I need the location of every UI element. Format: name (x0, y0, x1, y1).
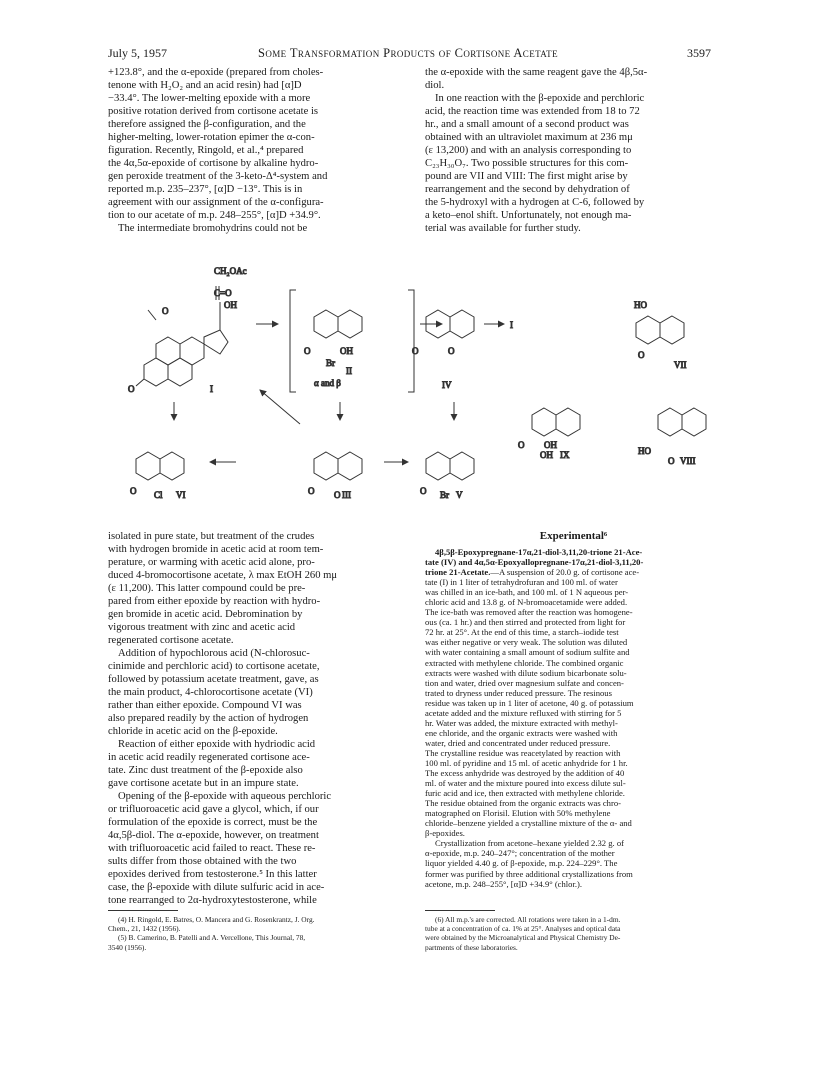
label-ch2oac: CH₂OAc (214, 266, 247, 276)
text-line: agreement with our assignment of the α-configura- (108, 197, 324, 208)
text-line: water, dried and concentrated under reduced pressure. (425, 737, 611, 748)
text-line: ous (ca. 1 hr.) and then stirred and protected from light for (425, 617, 626, 628)
text-line: the 5-hydroxyl with a hydrogen at C-6, followed by (425, 197, 645, 208)
text-line: acetone, m.p. 248–255°, [α]D +34.9° (chlor.). (425, 878, 583, 889)
label-compound-V: V (456, 490, 463, 500)
compound-V-structure (426, 452, 474, 480)
footnote-line: (4) H. Ringold, E. Batres, O. Mancera and G. Rosenkrantz, J. Org. (118, 915, 315, 924)
text-line: α-epoxide, m.p. 240–247°; concentration of the mother (425, 848, 615, 859)
label-compound-VII: VII (674, 360, 687, 370)
label-o: O (448, 346, 455, 356)
text-line: epoxides derived from testosterone.⁵ In this latter (108, 869, 317, 880)
label-o: O (668, 456, 675, 466)
text-line: isolated in pure state, but treatment of the crudes (108, 531, 315, 542)
text-line: −33.4°. The lower-melting epoxide with a more (108, 93, 311, 104)
text-line: the main product, 4-chlorocortisone acetate (VI) (108, 687, 313, 698)
footnote-line: partments of these laboratories. (425, 942, 518, 952)
text-line: 72 hr. at 25°. At the end of this time, a starch–iodide test (425, 627, 619, 638)
footnote-line: (6) All m.p.'s are corrected. All rotations were taken in a 1-dm. (435, 915, 621, 924)
reaction-scheme (108, 262, 728, 524)
label-br: Br (326, 358, 335, 368)
left-bottom-text (108, 530, 408, 907)
footnote-rule (425, 910, 495, 911)
text-line: The intermediate bromohydrins could not be (118, 223, 308, 234)
text-line: β-epoxides. (425, 828, 465, 839)
text-line: extracted with methylene chloride. The combined organic (425, 657, 624, 668)
label-br: Br (440, 490, 449, 500)
compound-IX-structure (532, 408, 580, 436)
text-line: pound are VII and VIII: The first might arise by (425, 171, 628, 182)
label-o: O (518, 440, 525, 450)
label-o: O (128, 384, 135, 394)
text-line: +123.8°, and the α-epoxide (prepared from choles- (108, 67, 324, 78)
running-title: Some Transformation Products of Cortisone Acetate (258, 46, 558, 60)
text-line: (ε 11,200). This latter compound could be pre- (108, 583, 306, 594)
text-line: The excess anhydride was destroyed by the addition of 40 (425, 768, 625, 779)
compound-VIII-structure (658, 408, 706, 436)
text-line: tone rearranged to 2α-hydroxytestosterone, while (108, 895, 317, 906)
text-line: tate. Zinc dust treatment of the β-epoxide also (108, 765, 303, 776)
text-line: sults differ from those obtained with the two (108, 856, 297, 867)
text-line: vigorous treatment with zinc and acetic acid (108, 622, 296, 633)
text-line: extracts were washed with dilute sodium bicarbonate solu- (425, 667, 627, 678)
text-line: higher-melting, lower-rotation epimer the α-con- (108, 132, 315, 143)
footnote-line: (5) B. Camerino, B. Patelli and A. Vercellone, This Journal, 78, (118, 933, 306, 943)
label-oh: OH (544, 440, 557, 450)
label-compound-II: II (346, 366, 352, 376)
label-ho: HO (638, 446, 651, 456)
text-line: the α-epoxide with the same reagent gave the 4β,5α- (425, 67, 648, 78)
text-line: also prepared readily by the action of hydrogen (108, 713, 309, 724)
text-line: followed by potassium acetate treatment, gave, as (108, 674, 319, 685)
text-line: the 4α,5α-epoxide of cortisone by alkaline hydro- (108, 158, 319, 169)
label-o: O (308, 486, 315, 496)
text-line: residue was taken up in 1 liter of acetone, 40 g. of potassium (425, 697, 634, 708)
text-line: liquor yielded 4.40 g. of β-epoxide, m.p. 224–229°. The (425, 858, 618, 869)
header-date: July 5, 1957 (108, 46, 168, 60)
text-line: The ice-bath was removed after the reaction was homogene- (425, 607, 633, 618)
text-line: perature, or warming with acetic acid alone, pro- (108, 557, 315, 568)
text-line: case, the β-epoxide with dilute sulfuric acid in ace- (108, 882, 325, 893)
label-cl: Cl (154, 490, 163, 500)
compound-II-structure (314, 310, 362, 338)
text-line: rearrangement and the second by dehydration of (425, 184, 630, 195)
right-top-text (425, 66, 722, 235)
text-line: tion and water, dried over magnesium sulfate and concen- (425, 677, 624, 688)
text-line: former was purified by three additional crystallizations from (425, 868, 633, 879)
bracket-right (408, 290, 414, 392)
compound-VI-structure (136, 452, 184, 480)
footnote-rule (108, 910, 178, 911)
label-o: O (638, 350, 645, 360)
text-line: was either negative or very weak. The solution was diluted (425, 637, 628, 648)
text-line: rather than either epoxide. Compound VI was (108, 700, 302, 711)
text-line: —A suspension of 20.0 g. of cortisone ace- (490, 567, 640, 578)
experimental-title: trione 21-Acetate. (425, 567, 491, 578)
label-o: O (334, 490, 341, 500)
text-line: In one reaction with the β-epoxide and perchloric (435, 93, 645, 104)
text-line: Crystallization from acetone–hexane yielded 2.32 g. of (435, 838, 624, 849)
label-o: O (420, 486, 427, 496)
label-o: O (412, 346, 419, 356)
text-line: obtained with an ultraviolet maximum at 236 mμ (425, 132, 633, 143)
text-line: or trifluoroacetic acid gave a glycol, which, if our (108, 804, 319, 815)
text-line: trated to dryness under reduced pressure. The resinous (425, 687, 612, 698)
footnote-line: 3540 (1956). (108, 942, 147, 952)
text-line: figuration. Recently, Ringold, et al.,⁴ prepared (108, 145, 304, 156)
label-o: O (162, 306, 169, 316)
label-compound-I: I (210, 384, 213, 394)
text-line: Addition of hypochlorous acid (N-chlorosuc- (118, 648, 310, 659)
label-alpha-beta: α and β (314, 378, 341, 388)
label-o: O (304, 346, 311, 356)
label-compound-IX: IX (560, 450, 570, 460)
text-line: reported m.p. 235–237°, [α]D −13°. This is in (108, 184, 303, 195)
text-line: The residue obtained from the organic extracts was chro- (425, 798, 621, 809)
text-line: 100 ml. of pyridine and 15 ml. of acetic anhydride for 1 hr. (425, 757, 628, 768)
compound-III-structure (314, 452, 362, 480)
page-number: 3597 (687, 46, 711, 60)
experimental-title: tate (IV) and 4α,5α-Epoxyallopregnane-17α,21-diol-3,11,20- (425, 557, 644, 568)
text-line: 4α,5β-diol. The α-epoxide, however, on treatment (108, 830, 319, 841)
text-line: acid, the reaction time was extended from 18 to 72 (425, 106, 640, 117)
label-o: O (130, 486, 137, 496)
label-oh: OH (224, 300, 237, 310)
text-line: positive rotation derived from cortisone acetate is (108, 106, 319, 117)
label-oh: OH (340, 346, 353, 356)
text-line: matographed on Florisil. Elution with 50% methylene (425, 808, 611, 819)
arrow (260, 390, 300, 424)
text-line: (ε 13,200) and with an analysis corresponding to (425, 145, 632, 156)
label-compound-VIII: VIII (680, 456, 696, 466)
section-heading: Experimental⁶ (539, 530, 608, 542)
text-line: with hydrogen bromide in acetic acid at room tem- (108, 544, 324, 555)
label-ho: HO (634, 300, 647, 310)
text-line: formulation of the epoxide is correct, must be the (108, 817, 318, 828)
text-line: acetate added and the mixture refluxed with stirring for 5 (425, 707, 622, 718)
text-line: furic acid and ice, then extracted with methylene chloride. (425, 788, 625, 799)
text-line: gave cortisone acetate but in an impure state. (108, 778, 299, 789)
text-line: gen peroxide treatment of the 3-keto-Δ⁴-system and (108, 171, 328, 182)
text-line: tate (I) in 1 liter of tetrahydrofuran and 100 ml. of water (425, 577, 618, 588)
text-line: chloride in acetic acid on the β-epoxide. (108, 726, 278, 737)
text-line: cinimide and perchloric acid) to cortisone acetate, (108, 661, 320, 672)
text-line: chloride–benzene yielded a crystalline mixture of the α- and (425, 818, 632, 829)
footnote-line: Chem., 21, 1432 (1956). (108, 924, 181, 934)
text-line: ene chloride, and the organic extracts were washed with (425, 727, 618, 738)
left-top-text (108, 66, 408, 235)
compound-I-structure (136, 286, 228, 386)
label-co: C=O (214, 288, 232, 298)
bracket-left (290, 290, 296, 392)
text-line: in acetic acid readily regenerated cortisone ace- (108, 752, 310, 763)
label-compound-VI: VI (176, 490, 186, 500)
footnotes-left (108, 915, 408, 952)
text-line: pared from either epoxide by reaction with hydro- (108, 596, 321, 607)
label-oh: OH (540, 450, 553, 460)
experimental-title-line (425, 567, 722, 577)
label-compound-I: I (510, 320, 513, 330)
text-line: diol. (425, 80, 445, 91)
footnotes-right (425, 915, 722, 952)
text-line: Opening of the β-epoxide with aqueous perchloric (118, 791, 332, 802)
footnote-line: tube at a concentration of ca. 1% at 25°. Analyses and optical data (425, 924, 621, 934)
text-line: regenerated cortisone acetate. (108, 635, 234, 646)
label-compound-III: III (342, 490, 351, 500)
text-line: C₂₃H₃₀O₇. Two possible structures for this com- (425, 158, 629, 169)
text-line: tenone with H₂O₂ and an acid resin) had [α]D (108, 80, 302, 91)
text-line: tion to our acetate of m.p. 248–255°, [α]D +34.9°. (108, 210, 321, 221)
text-line: The crystalline residue was reacetylated by reaction with (425, 747, 621, 758)
footnote-line: were obtained by the Microanalytical and Physical Chemistry De- (425, 933, 621, 943)
experimental-section (425, 530, 722, 889)
compound-VII-structure (636, 316, 684, 344)
text-line: was chilled in an ice-bath, and 100 ml. of 1 N aqueous per- (425, 587, 629, 598)
text-line: hr. Water was added, the mixture extracted with methyl- (425, 717, 618, 728)
experimental-title: 4β,5β-Epoxypregnane-17α,21-diol-3,11,20-trione 21-Ace- (435, 547, 643, 557)
text-line: with water containing a small amount of sodium sulfite and (425, 647, 630, 658)
text-line: terial was available for further study. (425, 223, 581, 234)
text-line: therefore assigned the β-configuration, and the (108, 119, 306, 130)
text-line: ml. of water and the mixture poured into excess dilute sul- (425, 778, 626, 789)
text-line: gen bromide in acetic acid. Debromination by (108, 609, 303, 620)
text-line: a keto–enol shift. Unfortunately, not enough ma- (425, 210, 632, 221)
text-line: duced 4-bromocortisone acetate, λ max EtOH 260 mμ (108, 570, 338, 581)
text-line: with trifluoroacetic acid failed to react. These re- (108, 843, 316, 854)
label-compound-IV: IV (442, 380, 452, 390)
text-line: chloric acid and 13.8 g. of N-bromoacetamide were added. (425, 597, 628, 608)
text-line: hr., and a small amount of a second product was (425, 119, 629, 130)
text-line: Reaction of either epoxide with hydriodic acid (118, 739, 316, 750)
